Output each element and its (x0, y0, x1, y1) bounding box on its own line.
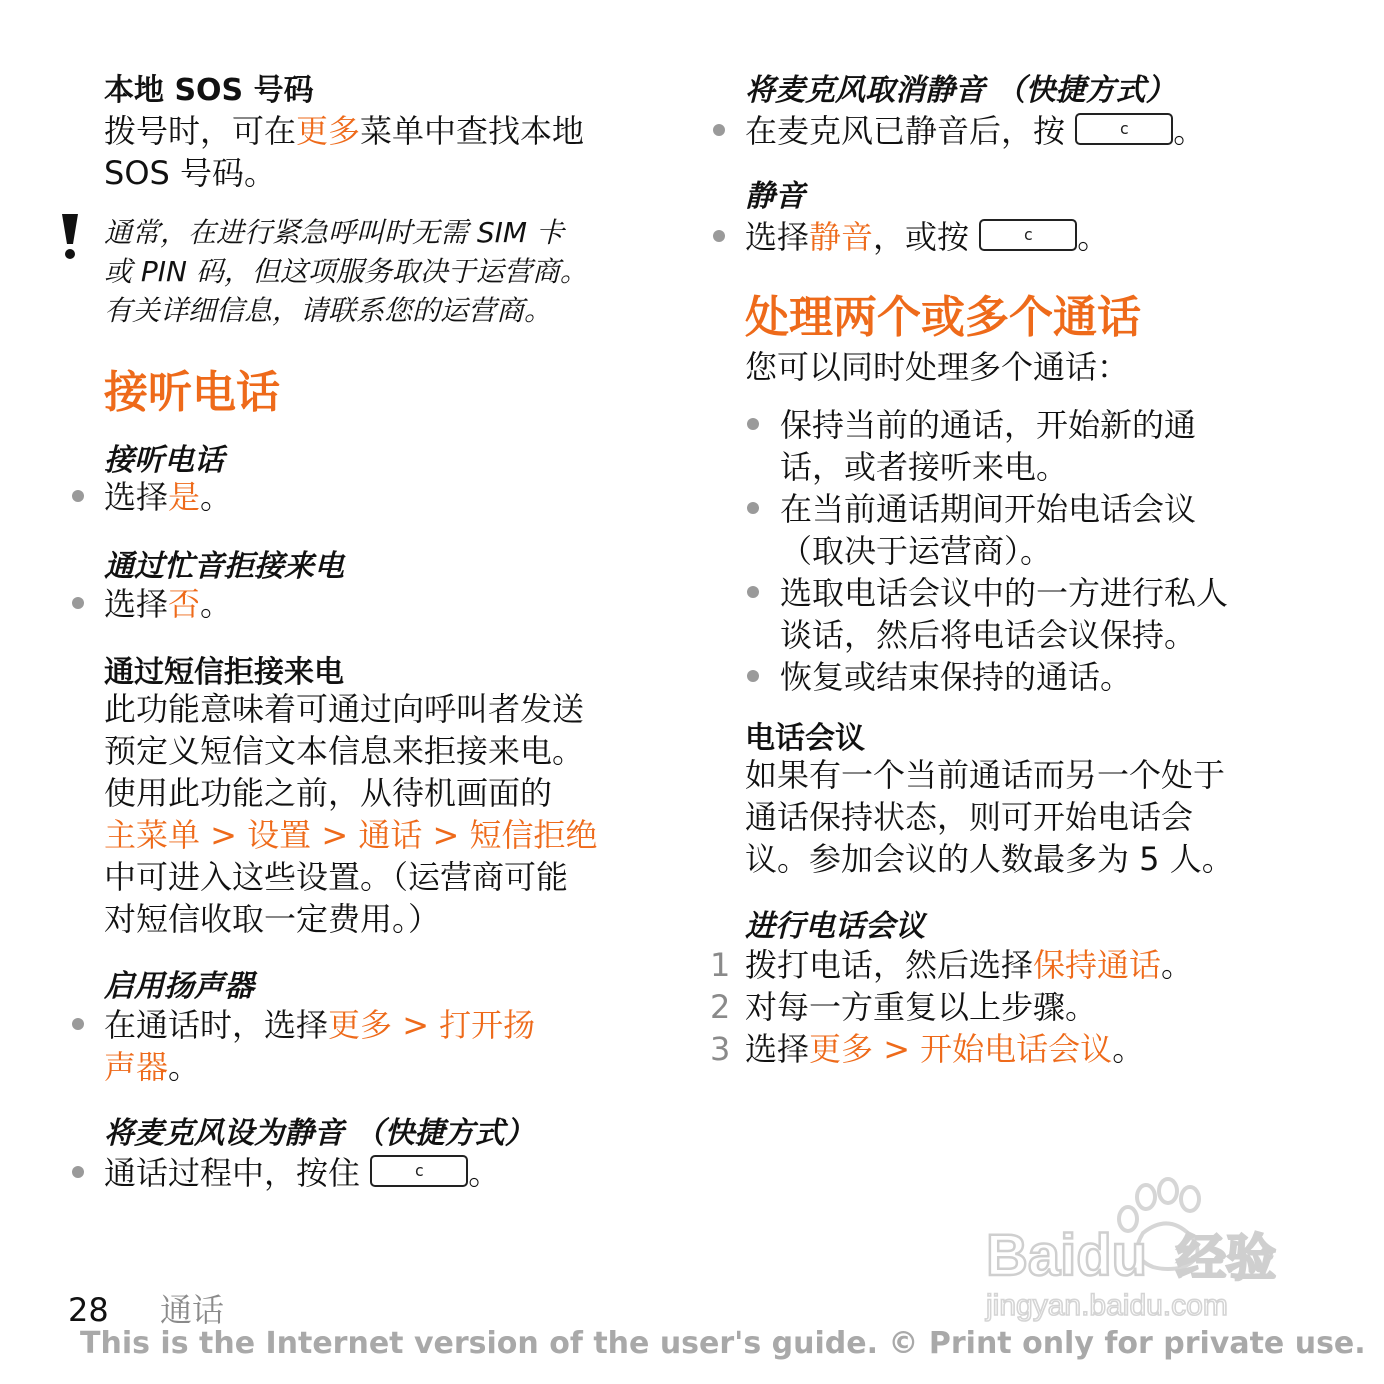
sos-text-line-1: 拨号时，可在更多菜单中查找本地 (104, 112, 585, 150)
bullet (72, 1166, 84, 1178)
watermark-brand: Baidu (986, 1223, 1148, 1288)
note-line-2: 或 PIN 码，但这项服务取决于运营商。 (104, 255, 588, 288)
conference-line-3: 议。参加会议的人数最多为 5 人。 (745, 840, 1234, 878)
more-menu-link: 更多 (296, 112, 361, 150)
conference-step-3: 选择更多 > 开始电话会议。 (745, 1030, 1145, 1068)
c-key-icon: c (1075, 113, 1173, 145)
speaker-step-line-1: 在通话时，选择更多 > 打开扬 (104, 1006, 536, 1044)
sms-reject-line-2: 预定义短信文本信息来拒接来电。 (104, 732, 585, 770)
bullet (72, 1018, 84, 1030)
unmute-subheading: 将麦克风取消静音 （快捷方式） (745, 73, 1176, 108)
c-key-icon: c (979, 219, 1077, 251)
answer-call-step: 选择是。 (104, 478, 233, 516)
sms-reject-menu-path: 主菜单 > 设置 > 通话 > 短信拒绝 (104, 816, 598, 854)
note-line-3: 有关详细信息，请联系您的运营商。 (104, 294, 553, 327)
unmute-step: 在麦克风已静音后，按 c 。 (745, 112, 1206, 150)
watermark-url: jingyan.baidu.com (986, 1289, 1228, 1322)
multiple-calls-heading: 处理两个或多个通话 (745, 292, 1141, 343)
sms-reject-line-1: 此功能意味着可通过向呼叫者发送 (104, 690, 585, 728)
section-name: 通话 (160, 1291, 225, 1329)
conference-step-2: 对每一方重复以上步骤。 (745, 988, 1098, 1026)
warning-icon (60, 212, 80, 260)
mute-subheading: 将麦克风设为静音 （快捷方式） (104, 1116, 535, 1151)
conference-subheading: 电话会议 (745, 721, 865, 756)
conference-line-2: 通话保持状态，则可开始电话会 (745, 798, 1194, 836)
busy-reject-subheading: 通过忙音拒接来电 (104, 549, 344, 584)
conference-line-1: 如果有一个当前通话而另一个处于 (745, 756, 1226, 794)
sos-text-line-2: SOS 号码。 (104, 154, 276, 192)
silent-step: 选择静音，或按 c 。 (745, 218, 1110, 256)
baidu-jingyan-watermark (978, 1175, 1308, 1335)
bullet (747, 418, 759, 430)
bullet (747, 586, 759, 598)
watermark-brand-cn: 经验 (1176, 1229, 1276, 1287)
multi-item-4-line-1: 恢复或结束保持的通话。 (780, 658, 1133, 696)
multi-item-2-line-2: （取决于运营商）。 (780, 532, 1053, 570)
step-number: 3 (710, 1030, 731, 1068)
multi-item-3-line-2: 谈话，然后将电话会议保持。 (780, 616, 1197, 654)
internet-version-notice: This is the Internet version of the user's guide. © Print only for private use. (80, 1326, 1366, 1361)
step-number: 1 (710, 946, 731, 984)
bullet (713, 230, 725, 242)
sms-reject-line-3: 使用此功能之前，从待机画面的 (104, 774, 553, 812)
do-conference-subheading: 进行电话会议 (745, 909, 925, 944)
speaker-subheading: 启用扬声器 (104, 969, 254, 1004)
answer-calls-heading: 接听电话 (104, 367, 280, 418)
multi-item-2-line-1: 在当前通话期间开始电话会议 (780, 490, 1197, 528)
multi-item-1-line-2: 话，或者接听来电。 (780, 448, 1069, 486)
sms-reject-line-6: 对短信收取一定费用。） (104, 900, 441, 938)
c-key-icon: c (370, 1155, 468, 1187)
multi-item-1-line-1: 保持当前的通话，开始新的通 (780, 406, 1197, 444)
bullet (72, 597, 84, 609)
page-number: 28 (68, 1291, 109, 1329)
speaker-step-line-2: 声器。 (104, 1048, 201, 1086)
step-number: 2 (710, 988, 731, 1026)
sms-reject-line-5: 中可进入这些设置。（运营商可能 (104, 858, 569, 896)
multiple-calls-intro: 您可以同时处理多个通话： (745, 348, 1130, 386)
mute-step: 通话过程中，按住 c 。 (104, 1154, 501, 1192)
note-line-1: 通常，在进行紧急呼叫时无需 SIM 卡 (104, 216, 564, 249)
conference-step-1: 拨打电话，然后选择保持通话。 (745, 946, 1194, 984)
bullet (72, 490, 84, 502)
multi-item-3-line-1: 选取电话会议中的一方进行私人 (780, 574, 1229, 612)
answer-call-subheading: 接听电话 (104, 443, 224, 478)
sos-heading: 本地 SOS 号码 (104, 73, 314, 108)
bullet (747, 670, 759, 682)
sms-reject-subheading: 通过短信拒接来电 (104, 655, 344, 690)
bullet (747, 502, 759, 514)
busy-reject-step: 选择否。 (104, 585, 233, 623)
silent-subheading: 静音 (745, 179, 805, 214)
bullet (713, 124, 725, 136)
